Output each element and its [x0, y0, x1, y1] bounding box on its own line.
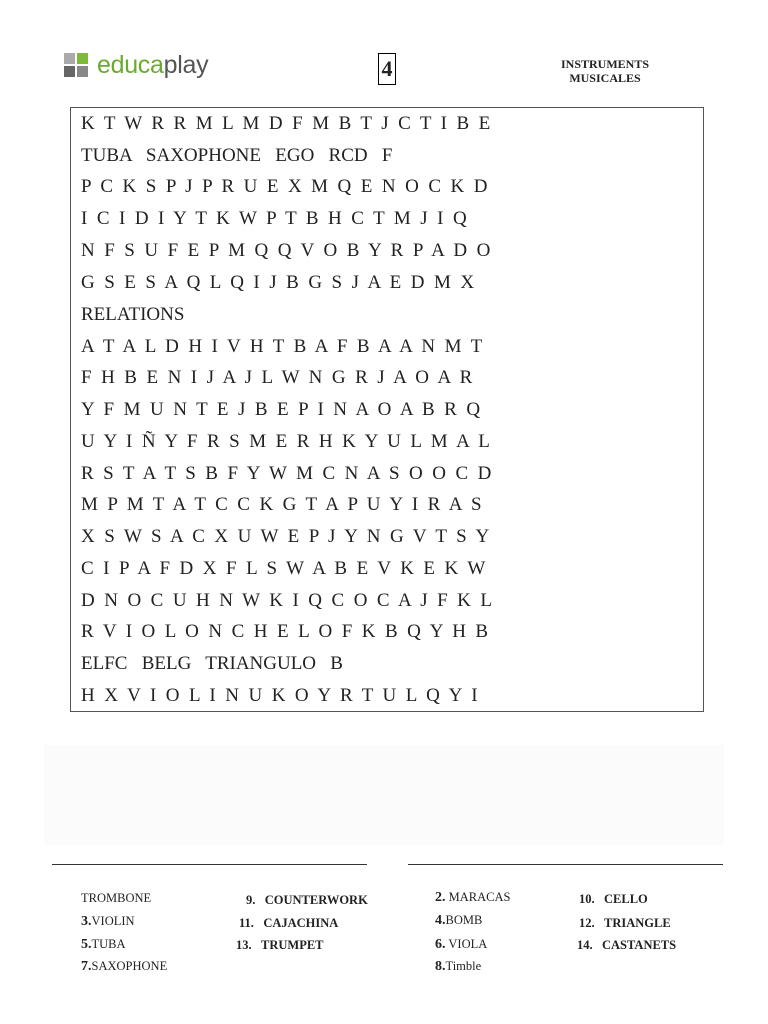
- blank-area: [44, 745, 724, 845]
- grid-row: TUBA SAXOPHONE EGO RCD F: [81, 145, 393, 166]
- page-title: [545, 57, 665, 85]
- divider-line-left: [52, 864, 367, 865]
- title-line-2: MUSICALES: [569, 71, 641, 85]
- grid-row: D N O C U H N W K I Q C O C A J F K L: [81, 590, 492, 611]
- word-saxophone: 7.SAXOPHONE: [81, 959, 168, 974]
- title-line-1: INSTRUMENTS: [560, 57, 650, 71]
- grid-row: X S W S A C X U W E P J Y N G V T S Y: [81, 526, 490, 547]
- word-counterwork: 9. COUNTERWORK: [246, 893, 368, 907]
- grid-row: N F S U F E P M Q Q V O B Y R P A D O: [81, 240, 491, 261]
- grid-row: C I P A F D X F L S W A B E V K E K W: [81, 558, 486, 579]
- word-cello: 10. CELLO: [579, 892, 648, 906]
- grid-row: R S T A T S B F Y W M C N A S O O C D: [81, 463, 492, 484]
- divider-line-right: [408, 864, 723, 865]
- grid-row: M P M T A T C C K G T A P U Y I R A S: [81, 494, 482, 515]
- grid-row: R V I O L O N C H E L O F K B Q Y H B: [81, 621, 489, 642]
- grid-row: RELATIONS: [81, 304, 185, 325]
- grid-row: P C K S P J P R U E X M Q E N O C K D: [81, 176, 488, 197]
- educaplay-logo-icon: [64, 53, 89, 78]
- grid-row: I C I D I Y T K W P T B H C T M J I Q: [81, 208, 467, 229]
- page-number: 4: [378, 53, 396, 85]
- word-cajachina: 11. CAJACHINA: [239, 916, 339, 930]
- word-viola: 6. VIOLA: [435, 937, 488, 952]
- grid-row: H X V I O L I N U K O Y R T U L Q Y I: [81, 685, 478, 706]
- logo-text: educaplay: [97, 50, 209, 79]
- grid-row: G S E S A Q L Q I J B G S J A E D M X: [81, 272, 475, 293]
- grid-row: K T W R R M L M D F M B T J C T I B E: [81, 113, 491, 134]
- word-violin: 3.VIOLIN: [81, 914, 135, 929]
- grid-row: U Y I Ñ Y F R S M E R H K Y U L M A L: [81, 431, 490, 452]
- grid-row: Y F M U N T E J B E P I N A O A B R Q: [81, 399, 481, 420]
- word-castanets: 14. CASTANETS: [577, 938, 677, 952]
- word-triangle: 12. TRIANGLE: [579, 916, 671, 930]
- word-trumpet: 13. TRUMPET: [236, 938, 324, 952]
- word-trombone: TROMBONE: [81, 891, 152, 905]
- grid-row: ELFC BELG TRIANGULO B: [81, 653, 343, 674]
- word-bomb: 4.BOMB: [435, 913, 483, 928]
- word-tuba: 5.TUBA: [81, 937, 126, 952]
- educaplay-logo: [64, 50, 208, 80]
- grid-row: A T A L D H I V H T B A F B A A N M T: [81, 336, 483, 357]
- grid-row: F H B E N I J A J L W N G R J A O A R: [81, 367, 473, 388]
- word-maracas: 2. MARACAS: [435, 890, 511, 905]
- word-timble: 8.Timble: [435, 959, 482, 974]
